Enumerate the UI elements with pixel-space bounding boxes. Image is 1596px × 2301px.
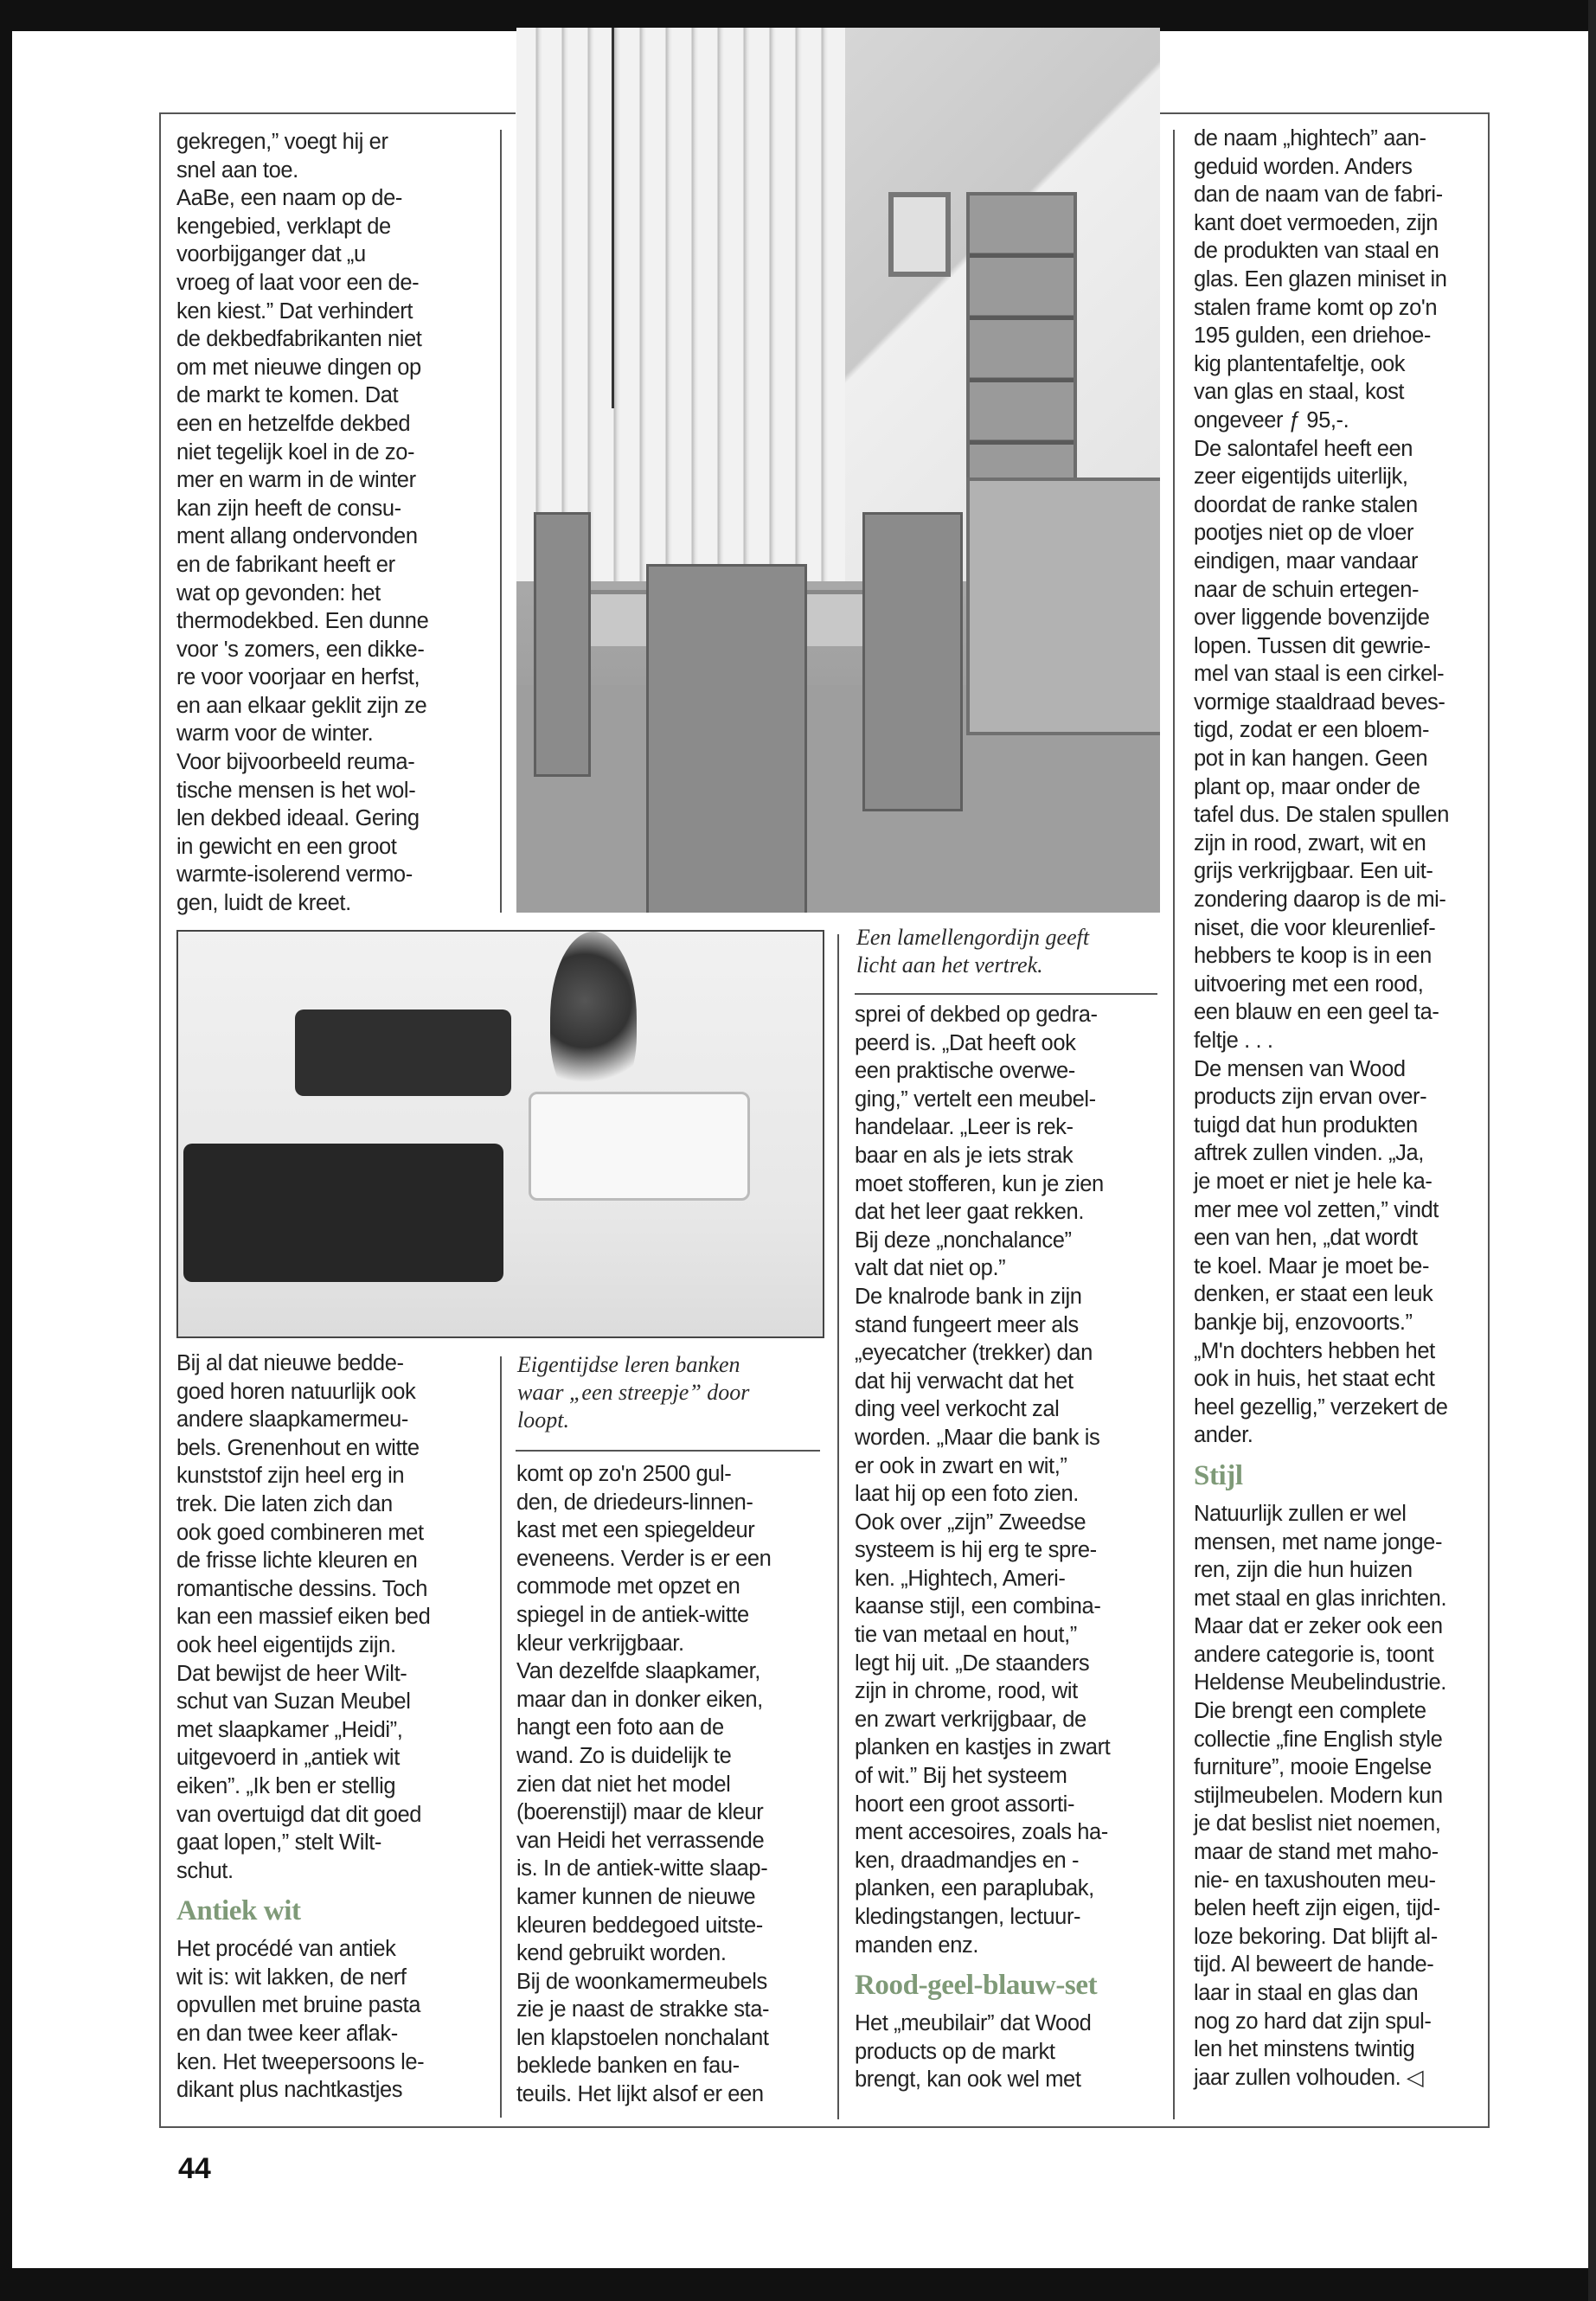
sofas-photo	[176, 930, 824, 1338]
cabinet	[966, 478, 1160, 735]
wall-picture	[888, 192, 951, 277]
column-1-top	[176, 128, 497, 918]
col1-divider	[500, 130, 502, 913]
column-3	[855, 1001, 1175, 2094]
paragraph: Het „meubilair” dat Wood products op de markt brengt, kan ook wel met	[855, 2011, 1092, 2093]
pendant-lamp	[612, 28, 614, 408]
caption1-rule	[855, 993, 1157, 995]
column-rule-right	[1488, 112, 1490, 2128]
dining-room-photo	[516, 28, 1160, 913]
page-bottom-rule	[159, 2126, 1490, 2128]
col3-divider	[837, 934, 839, 2119]
scan-border-right	[1588, 0, 1596, 2301]
paragraph: Bij al dat nieuwe bedde- goed horen natuurlijk ook andere slaapkamermeu- bels. Grenenhout en witte kunststof zijn heel erg in trek. Die laten zich dan ook goed combineren met de frisse lichte kleuren en romantische dessins. Toch kan een massief eiken bed ook heel eigentijds zijn. Dat bewijst de heer Wilt- schut van Suzan Meubel met slaapkamer „Heidi”, uitgevoerd in „antiek wit eiken”. „Ik ben er stellig van overtuigd dat dit goed gaat lopen,” stelt Wilt- schut.	[176, 1351, 431, 1883]
chair	[646, 564, 807, 913]
vertical-blinds	[516, 28, 880, 581]
photo1-caption: Een lamellengordijn geeft licht aan het vertrek.	[856, 925, 1090, 977]
column-1-bottom	[176, 1349, 497, 2105]
section-heading-rood-geel-blauw: Rood-geel-blauw-set	[855, 1970, 1098, 2002]
page-number: 44	[178, 2152, 211, 2185]
paragraph: de naam „hightech” aan- geduid worden. Anders dan de naam van de fabri- kant doet vermoeden, zijn de produkten van staal en glas. Een glazen miniset in stalen frame komt op zo'n 195 gulden, een driehoe- kig plantentafeltje, ook van glas en staal, kost ongeveer ƒ 95,-. De salontafel heeft een zeer eigentijds uiterlijk, doordat de ranke stalen pootjes niet op de vloer eindigen, maar vandaar naar de schuin ertegen- over liggende bovenzijde lopen. Tussen dit gewrie- mel van staal is een cirkel- vormige staaldraad beves- tigd, zodat er een bloem- pot in kan hangen. Geen plant op, maar onder de tafel dus. De stalen spullen zijn in rood, zwart, wit en grijs verkrijgbaar. Een uit- zondering daarop is de mi- niset, die voor kleurenlief- hebbers te koop is in een uitvoering met een rood, een blauw en een geel ta- feltje . . . De mensen van Wood products zijn ervan over- tuigd dat hun produkten aftrek zullen vinden. „Ja, je moet er niet je hele ka- mer mee vol zetten,” vindt een van hen, „dat wordt te koel. Maar je moet be- denken, er staat een leuk bankje bij, enzovoorts.” „M'n dochters hebben het ook in huis, het staat echt heel gezellig,” verzekert de ander.	[1194, 126, 1449, 1448]
paragraph: gekregen,” voegt hij er snel aan toe. AaBe, een naam op de- kengebied, verklapt de voorbijganger dat „u vroeg of laat voor een de- ken kiest.” Dat verhindert de dekbedfabrikanten niet om met nieuwe dingen op de markt te komen. Dat een en hetzelfde dekbed niet tegelijk koel in de zo- mer en warm in de winter kan zijn heeft de consu- ment allang ondervonden en de fabrikant heeft er wat op gevonden: het thermodekbed. Een dunne voor 's zomers, een dikke- re voor voorjaar en herfst, en aan elkaar geklit zijn ze warm voor de winter. Voor bijvoorbeeld reuma- tische mensen is het wol- len dekbed ideaal. Gering in gewicht en een groot warmte-isolerend vermo- gen, luidt de kreet.	[176, 130, 429, 916]
black-sofa-large	[183, 1144, 503, 1282]
black-sofa-small	[295, 1009, 511, 1096]
scan-border-top	[0, 0, 1596, 31]
white-sofa	[529, 1092, 750, 1201]
col1-top-rule	[159, 112, 516, 114]
paragraph: komt op zo'n 2500 gul- den, de driedeurs-linnen- kast met een spiegeldeur eveneens. Verder is er een commode met opzet en spiegel in de antiek-witte kleur verkrijgbaar. Van dezelfde slaapkamer, maar dan in donker eiken, hangt een foto aan de wand. Zo is duidelijk te zien dat niet het model (boerenstijl) maar de kleur van Heidi het verrassende is. In de antiek-witte slaap- kamer kunnen de nieuwe kleuren beddegoed uitste- kend gebruikt worden. Bij de woonkamermeubels zie je naast de strakke sta- len klapstoelen nonchalant beklede banken en fau- teuils. Het lijkt alsof er een	[516, 1462, 772, 2107]
column-2	[516, 1460, 836, 2109]
section-heading-stijl: Stijl	[1194, 1459, 1243, 1491]
chair	[862, 512, 963, 811]
photo2-caption: Eigentijdse leren banken waar „een streepje” door loopt.	[517, 1352, 750, 1433]
section-heading-antiek-wit: Antiek wit	[176, 1895, 301, 1927]
scan-border-bottom	[0, 2268, 1596, 2301]
column-4	[1194, 125, 1488, 2092]
caption2-rule	[516, 1450, 820, 1452]
plant	[550, 932, 637, 1105]
chair	[534, 512, 591, 777]
paragraph: Het procédé van antiek wit is: wit lakken, de nerf opvullen met bruine pasta en dan twee keer aflak- ken. Het tweepersoons le- dikant plus nachtkastjes	[176, 1937, 425, 2103]
column-rule-left	[159, 112, 161, 2128]
scan-border-left	[0, 0, 12, 2301]
paragraph: sprei of dekbed op gedra- peerd is. „Dat heeft ook een praktische overwe- ging,” vertelt een meubel- handelaar. „Leer is rek- baar en als je iets strak moet stofferen, kun je zien dat het leer gaat rekken. Bij deze „nonchalance” valt dat niet op.” De knalrode bank in zijn stand fungeert meer als „eyecatcher (trekker) dan dat hij verwacht dat het ding veel verkocht zal worden. „Maar die bank is er ook in zwart en wit,” laat hij op een foto zien. Ook over „zijn” Zweedse systeem is hij erg te spre- ken. „Hightech, Ameri- kaanse stijl, een combina- tie van metaal en hout,” legt hij uit. „De staanders zijn in chrome, rood, wit en zwart verkrijgbaar, de planken en kastjes in zwart of wit.” Bij het systeem hoort een groot assorti- ment accesoires, zoals ha- ken, draadmandjes en - planken, een paraplubak, kledingstangen, lectuur- manden enz.	[855, 1003, 1111, 1958]
col4-top-rule	[1159, 112, 1490, 114]
paragraph: Natuurlijk zullen er wel mensen, met name jonge- ren, zijn die hun huizen met staal en glas inrichten. Maar dat er zeker ook een andere categorie is, toont Heldense Meubelindustrie. Die brengt een complete collectie „fine English style furniture”, mooie Engelse stijlmeubelen. Modern kun je dat beslist niet noemen, maar de stand met maho- nie- en taxushouten meu- belen heeft zijn eigen, tijd- loze bekoring. Dat blijft al- tijd. Al beweert de hande- laar in staal en glas dan nog zo hard dat zijn spul- len het minstens twintig jaar zullen volhouden. ◁	[1194, 1501, 1447, 2090]
col2-divider	[500, 1356, 502, 2118]
